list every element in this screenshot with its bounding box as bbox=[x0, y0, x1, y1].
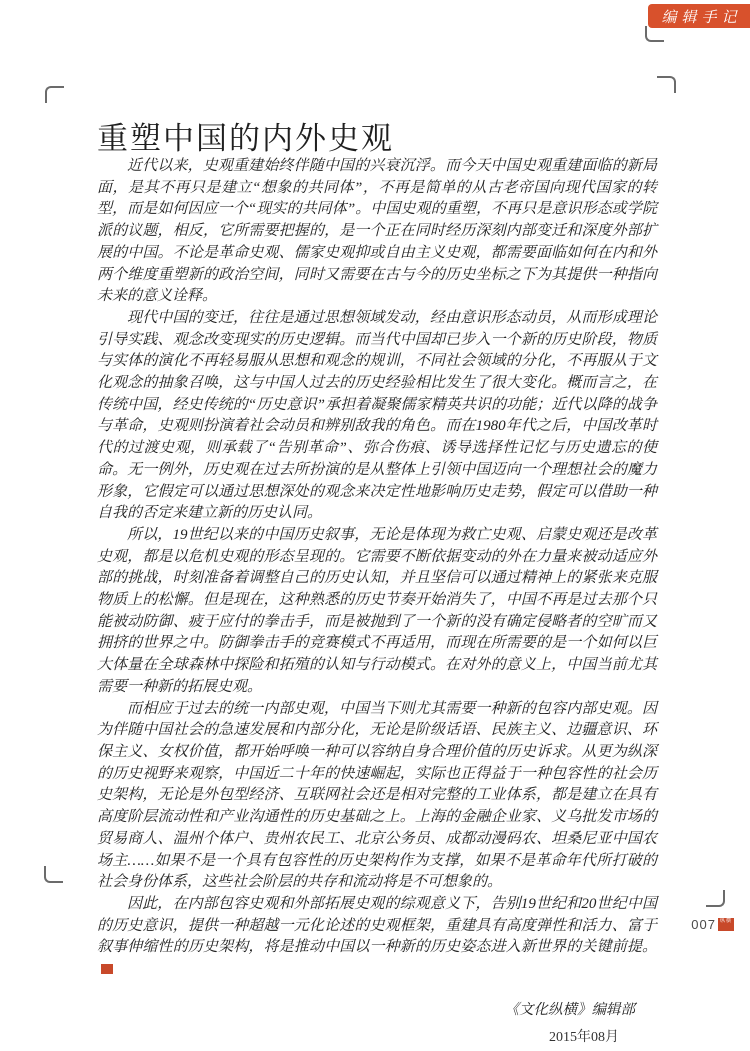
crop-corner-top-left-icon bbox=[45, 86, 64, 103]
article-paragraph: 近代以来，史观重建始终伴随中国的兴衰沉浮。而今天中国史观重建面临的新局面，是其不再只是建立“想象的共同体”，不再是简单的从古老帝国向现代国家的转型，而是如何因应一个“现实的共同体”。中国史观的重塑，不再只是意识形态或学院派的议题，相反，它所需要把握的，是一个正在同时经历深刻内部变迁和深度外部扩展的中国。不论是革命史观、儒家史观抑或自由主义史观，都需要面临如何在内和外两个维度重塑新的政治空间，同时又需要在古与今的历史坐标之下为其提供一种指向未来的意义诠释。 bbox=[97, 158, 657, 305]
page-footer bbox=[691, 917, 734, 932]
magazine-logo-icon: 纵横 bbox=[718, 918, 734, 931]
article-paragraph-text: 因此，在内部包容史观和外部拓展史观的综观意义下，告别19世纪和20世纪中国的历史意识，提供一种超越一元化论述的史观框架，重建具有高度弹性和活力、富于叙事伸缩性的历史架构，将是推动中国以一种新的历史姿态进入新世界的关键前提。 bbox=[97, 895, 657, 956]
crop-corner-bottom-left-icon bbox=[44, 866, 63, 883]
signature-block bbox=[97, 997, 657, 1051]
article-paragraph: 所以，19世纪以来的中国历史叙事，无论是体现为救亡史观、启蒙史观还是改革史观，都是以危机史观的形态呈现的。它需要不断依据变动的外在力量来被动适应外部的挑战，时刻准备着调整自己的历史认知，并且坚信可以通过精神上的紧张来克服物质上的松懈。但是现在，这种熟悉的历史节奏开始消失了，中国不再是过去那个只能被动防御、疲于应付的拳击手，而是被抛到了一个新的没有确定侵略者的空旷而又拥挤的世界之中。防御拳击手的竞赛模式不再适用，而现在所需要的是一个如何以巨大体量在全球森林中探险和拓殖的认知与行动模式。在对外的意义上，中国当前尤其需要一种新的拓展史观。 bbox=[97, 526, 657, 695]
editorial-byline: 《文化纵横》编辑部 bbox=[504, 1001, 635, 1018]
article-paragraph bbox=[97, 894, 657, 981]
page-number: 007 bbox=[691, 917, 716, 932]
crop-corner-bottom-right-icon bbox=[706, 890, 725, 907]
crop-corner-top-right-icon bbox=[657, 76, 676, 93]
section-badge-label: 编辑手记 bbox=[661, 9, 742, 26]
publication-date: 2015年08月 bbox=[549, 1029, 619, 1045]
article-end-mark-icon bbox=[101, 964, 113, 974]
article-paragraph: 而相应于过去的统一内部史观，中国当下则尤其需要一种新的包容内部史观。因为伴随中国社会的急速发展和内部分化，无论是阶级话语、民族主义、边疆意识、环保主义、女权价值，都开始呼唤一种可以容纳自身合理价值的历史诉求。从更为纵深的历史视野来观察，中国近二十年的快速崛起，实际也正得益于一种包容性的社会历史架构，无论是外包型经济、互联网社会还是相对完整的工业体系，都是建立在具有高度阶层流动性和产业沟通性的历史基础之上。上海的金融企业家、义乌批发市场的贸易商人、温州个体户、贵州农民工、北京公务员、成都动漫码农、坦桑尼亚中国农场主……如果不是一个具有包容性的历史架构作为支撑，如果不是革命年代所打破的社会身份体系，这些社会阶层的共存和流动将是不可想象的。 bbox=[97, 700, 657, 891]
article-paragraph: 现代中国的变迁，往往是通过思想领域发动，经由意识形态动员，从而形成理论引导实践、观念改变现实的历史逻辑。而当代中国却已步入一个新的历史阶段，物质与实体的演化不再轻易服从思想和观念的规训，不同社会领域的分化，不再服从于文化观念的抽象召唤，这与中国人过去的历史经验相比发生了很大变化。概而言之，在传统中国，经史传统的“历史意识”承担着凝聚儒家精英共识的功能；近代以降的战争与革命，史观则扮演着社会动员和辨别敌我的角色。而在1980年代之后，中国改革时代的过渡史观，则承载了“告别革命”、弥合伤痕、诱导选择性记忆与历史遗忘的使命。无一例外，历史观在过去所扮演的是从整体上引领中国迈向一个理想社会的魔力形象，它假定可以通过思想深处的观念来决定性地影响历史走势，假定可以借助一种自我的否定来建立新的历史认同。 bbox=[97, 309, 657, 522]
section-badge bbox=[648, 4, 750, 28]
badge-corner-mark-icon bbox=[645, 26, 664, 42]
page-title: 重塑中国的内外史观 bbox=[97, 120, 394, 156]
article-body bbox=[97, 156, 657, 1051]
